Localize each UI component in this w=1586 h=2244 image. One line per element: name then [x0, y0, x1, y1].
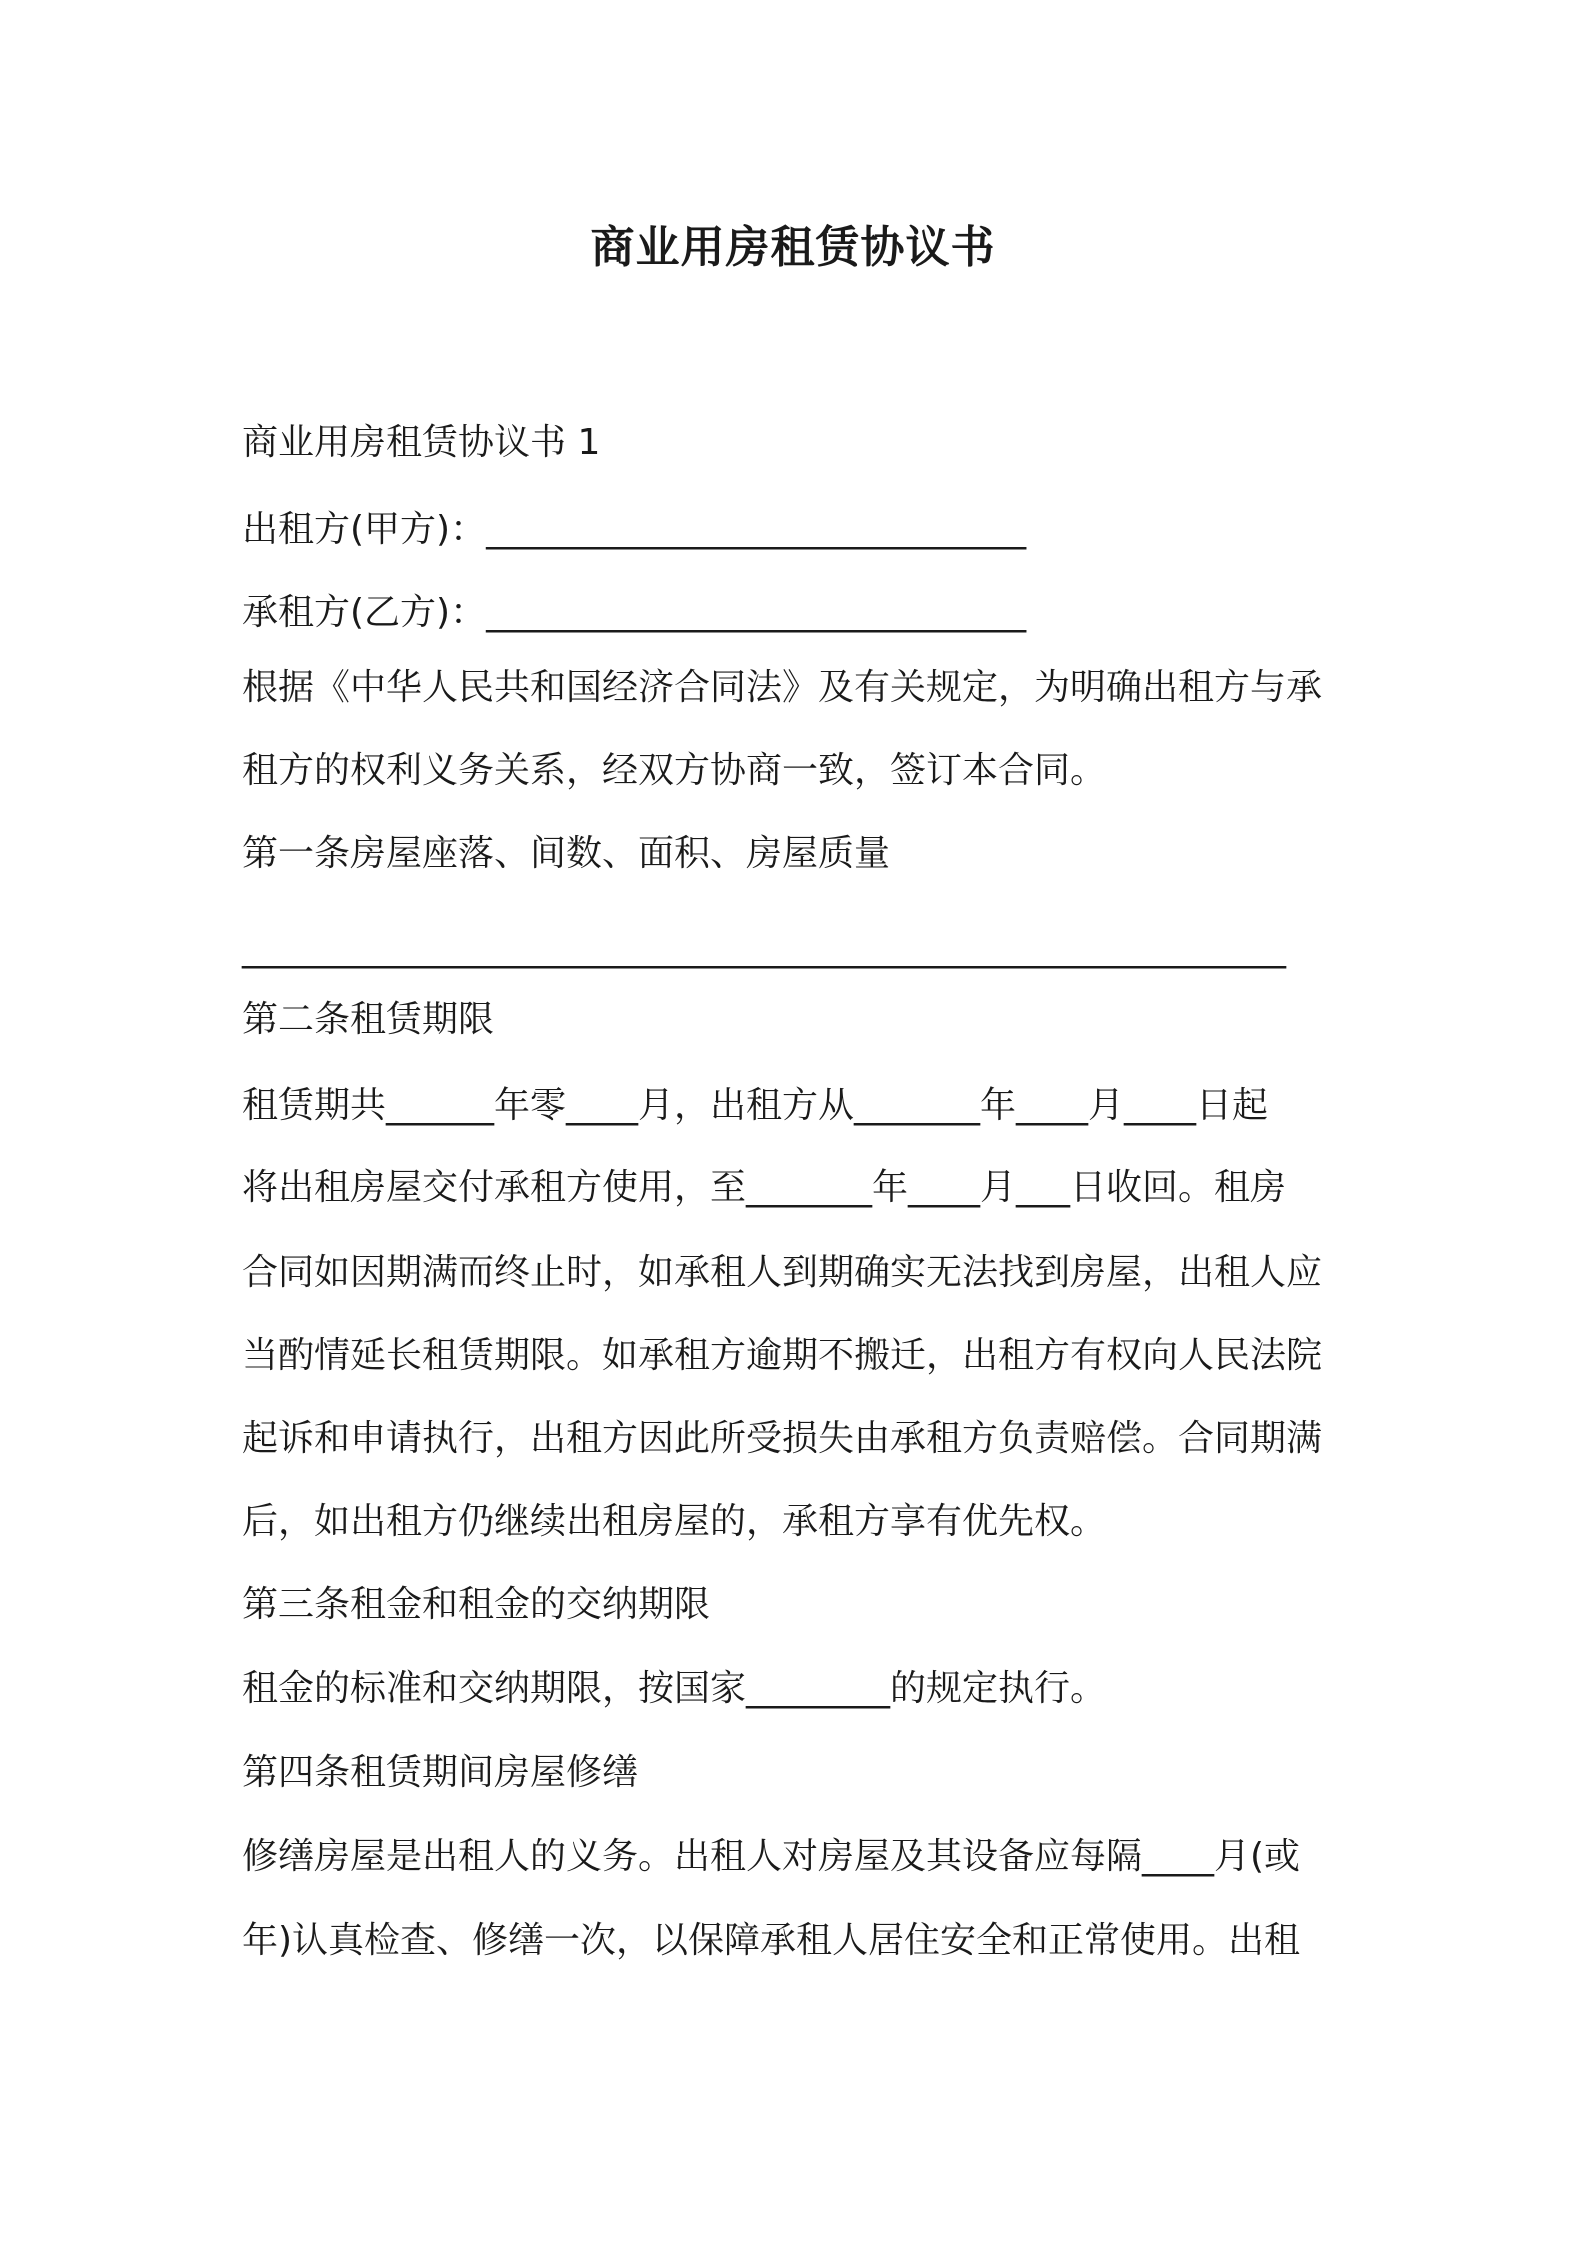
- paragraph-line: 租赁期共______年零____月，出租方从_______年____月____日起: [242, 1085, 1269, 1126]
- section-heading: 第一条房屋座落、间数、面积、房屋质量: [242, 833, 891, 874]
- paragraph-line: 修缮房屋是出租人的义务。出租人对房屋及其设备应每隔____月(或: [242, 1836, 1301, 1877]
- section-heading: 第四条租赁期间房屋修缮: [242, 1752, 639, 1793]
- paragraph-line: 租金的标准和交纳期限，按国家________的规定执行。: [242, 1668, 1107, 1709]
- paragraph-line: 当酌情延长租赁期限。如承租方逾期不搬迁，出租方有权向人民法院: [242, 1335, 1323, 1376]
- section-heading: 第三条租金和租金的交纳期限: [242, 1584, 711, 1625]
- paragraph-line: 后，如出租方仍继续出租房屋的，承租方享有优先权。: [242, 1501, 1107, 1542]
- document-subtitle: 商业用房租赁协议书 1: [242, 422, 601, 463]
- lessee-line: 承租方(乙方)：______________________________: [242, 592, 1027, 633]
- paragraph-line: 起诉和申请执行，出租方因此所受损失由承租方负责赔偿。合同期满: [242, 1418, 1323, 1459]
- paragraph-line: 根据《中华人民共和国经济合同法》及有关规定，为明确出租方与承: [242, 667, 1323, 708]
- blank-line: __________________________________________________________: [242, 928, 1286, 969]
- paragraph-line: 租方的权利义务关系，经双方协商一致，签订本合同。: [242, 750, 1107, 791]
- paragraph-line: 合同如因期满而终止时，如承租人到期确实无法找到房屋，出租人应: [242, 1252, 1323, 1293]
- paragraph-line: 将出租房屋交付承租方使用，至_______年____月___日收回。租房: [242, 1167, 1287, 1208]
- lessor-line: 出租方(甲方)：______________________________: [242, 509, 1027, 550]
- paragraph-line: 年)认真检查、修缮一次，以保障承租人居住安全和正常使用。出租: [242, 1920, 1301, 1961]
- document-title: 商业用房租赁协议书: [590, 222, 996, 273]
- section-heading: 第二条租赁期限: [242, 999, 495, 1040]
